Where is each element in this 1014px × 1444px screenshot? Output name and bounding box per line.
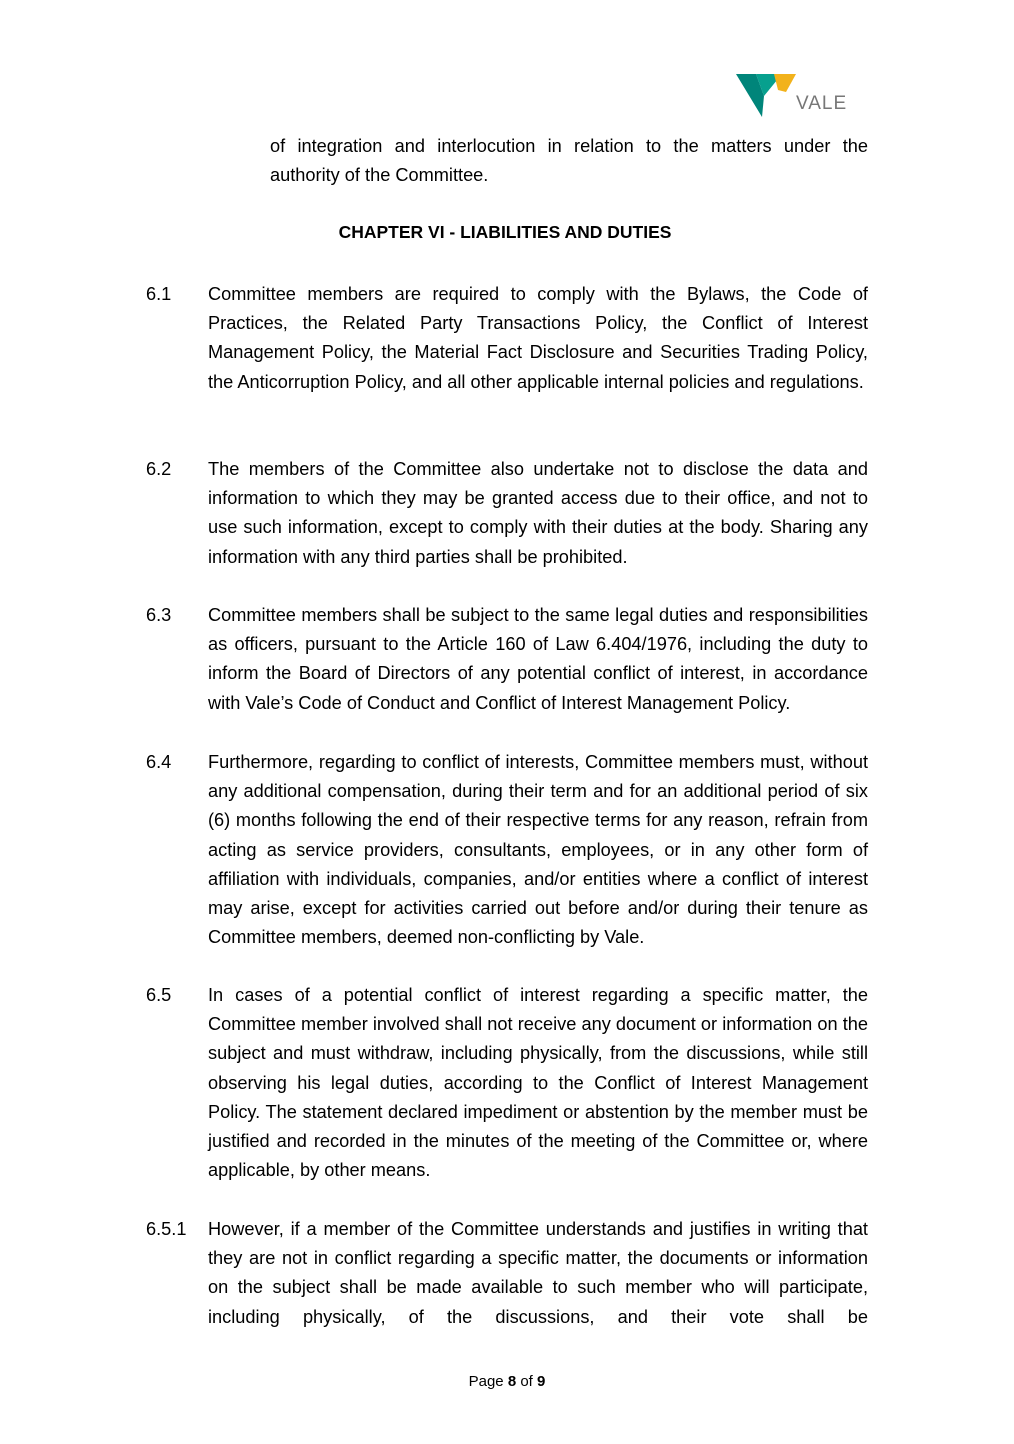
clause-number: 6.1	[146, 284, 172, 304]
clause-text: However, if a member of the Committee understands and justifies in writing that they are not in conflict regarding a specific matter, the documents or information on the subject shall be made available to such member who will participate, including physically, of the discussions, and their vote shall be	[208, 1219, 868, 1327]
clause-6-2	[146, 455, 868, 572]
clause-number: 6.3	[146, 605, 172, 625]
clause-6-1	[146, 280, 868, 397]
chapter-title: CHAPTER VI - LIABILITIES AND DUTIES	[338, 222, 672, 242]
vale-logo-icon	[734, 70, 796, 120]
clause-number: 6.2	[146, 459, 172, 479]
page-footer	[0, 1373, 1014, 1390]
total-pages-number: 9	[537, 1373, 546, 1390]
page-word: Page	[468, 1373, 504, 1390]
current-page-number: 8	[507, 1373, 517, 1390]
clause-6-5-1	[146, 1215, 868, 1332]
vale-logo	[734, 70, 864, 120]
clause-text: Furthermore, regarding to conflict of interests, Committee members must, without any additional compensation, during their term and for an additional period of six (6) months following the end of their respective terms for any reason, refrain from acting as service providers, consultants, employees, or in any other form of affiliation with individuals, companies, and/or entities where a conflict of interest may arise, except for activities carried out before and/or during their tenure as Committee members, deemed non-conflicting by Vale.	[208, 752, 868, 948]
clause-text: In cases of a potential conflict of interest regarding a specific matter, the Committee member involved shall not receive any document or information on the subject and must withdraw, including physically, from the discussions, while still observing his legal duties, according to the Conflict of Interest Management Policy. The statement declared impediment or abstention by the member must be justified and recorded in the minutes of the meeting of the Committee or, where applicable, by other means.	[208, 985, 868, 1181]
clause-6-5	[146, 981, 868, 1185]
clause-number: 6.4	[146, 752, 172, 772]
of-word: of	[520, 1373, 533, 1390]
clause-text: The members of the Committee also undertake not to disclose the data and information to which they may be granted access due to their office, and not to use such information, except to comply with their duties at the body. Sharing any information with any third parties shall be prohibited.	[208, 459, 868, 567]
clause-number: 6.5.1	[146, 1219, 187, 1239]
clause-6-3	[146, 601, 868, 718]
clause-6-4	[146, 748, 868, 952]
vale-logo-text: VALE	[796, 93, 848, 114]
clause-text: Committee members shall be subject to the same legal duties and responsibilities as officers, pursuant to the Article 160 of Law 6.404/1976, including the duty to inform the Board of Directors of any potential conflict of interest, in accordance with Vale’s Code of Conduct and Conflict of Interest Management Policy.	[208, 605, 868, 713]
intro-paragraph: of integration and interlocution in relation to the matters under the authority of the Committee.	[270, 136, 868, 186]
clause-text: Committee members are required to comply with the Bylaws, the Code of Practices, the Related Party Transactions Policy, the Conflict of Interest Management Policy, the Material Fact Disclosure and Securities Trading Policy, the Anticorruption Policy, and all other applicable internal policies and regulations.	[208, 284, 868, 392]
clause-number: 6.5	[146, 985, 172, 1005]
